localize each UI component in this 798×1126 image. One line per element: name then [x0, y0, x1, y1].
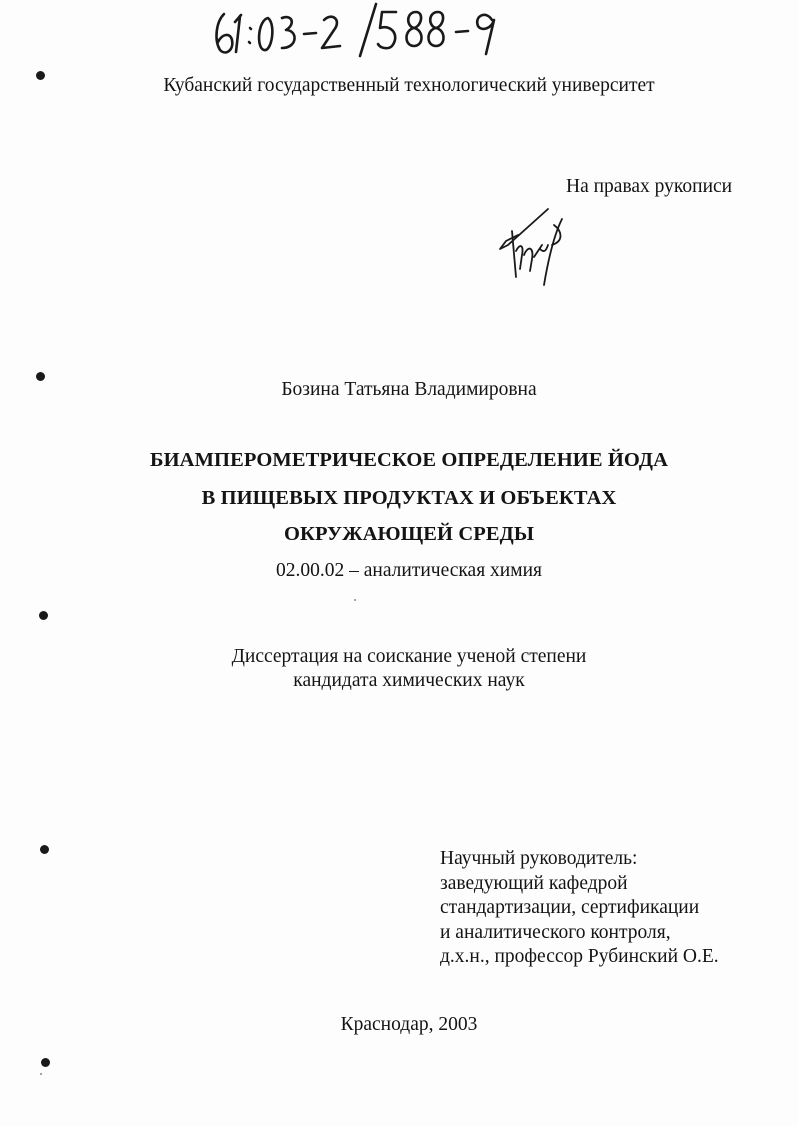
punch-hole-4 [40, 845, 49, 854]
supervisor-line-2: заведующий кафедрой [440, 872, 628, 894]
punch-hole-3 [39, 611, 48, 620]
university-name: Кубанский государственный технологический университет [163, 75, 655, 96]
manuscript-rights-note: На правах рукописи [566, 176, 733, 197]
supervisor-line-1: Научный руководитель: [440, 848, 638, 869]
supervisor-line-3: стандартизации, сертификации [440, 897, 700, 918]
author-name: Бозина Татьяна Владимировна [281, 379, 537, 400]
dissertation-title-line-3: ОКРУЖАЮЩЕЙ СРЕДЫ [283, 523, 535, 545]
paper-speck [40, 1073, 42, 1075]
handwritten-number-strokes [210, 0, 510, 62]
degree-statement-line-1: Диссертация на соискание ученой степени [231, 646, 587, 667]
punch-hole-5 [41, 1058, 50, 1067]
handwritten-catalogue-number [210, 0, 510, 62]
specialty-code: 02.00.02 – аналитическая химия [275, 560, 542, 581]
dissertation-title-line-2: В ПИЩЕВЫХ ПРОДУКТАХ И ОБЪЕКТАХ [201, 487, 617, 509]
signature [490, 205, 580, 295]
paper-speck [354, 599, 356, 601]
supervisor-block [440, 847, 719, 970]
degree-statement-line-2: кандидата химических наук [293, 670, 525, 691]
supervisor-line-4: и аналитического контроля, [440, 921, 671, 943]
signature-strokes [490, 205, 580, 295]
dissertation-title-line-1: БИАМПЕРОМЕТРИЧЕСКОЕ ОПРЕДЕЛЕНИЕ ЙОДА [149, 449, 668, 471]
city-and-year: Краснодар, 2003 [340, 1014, 478, 1035]
supervisor-line-5: д.х.н., профессор Рубинский О.Е. [440, 946, 719, 967]
